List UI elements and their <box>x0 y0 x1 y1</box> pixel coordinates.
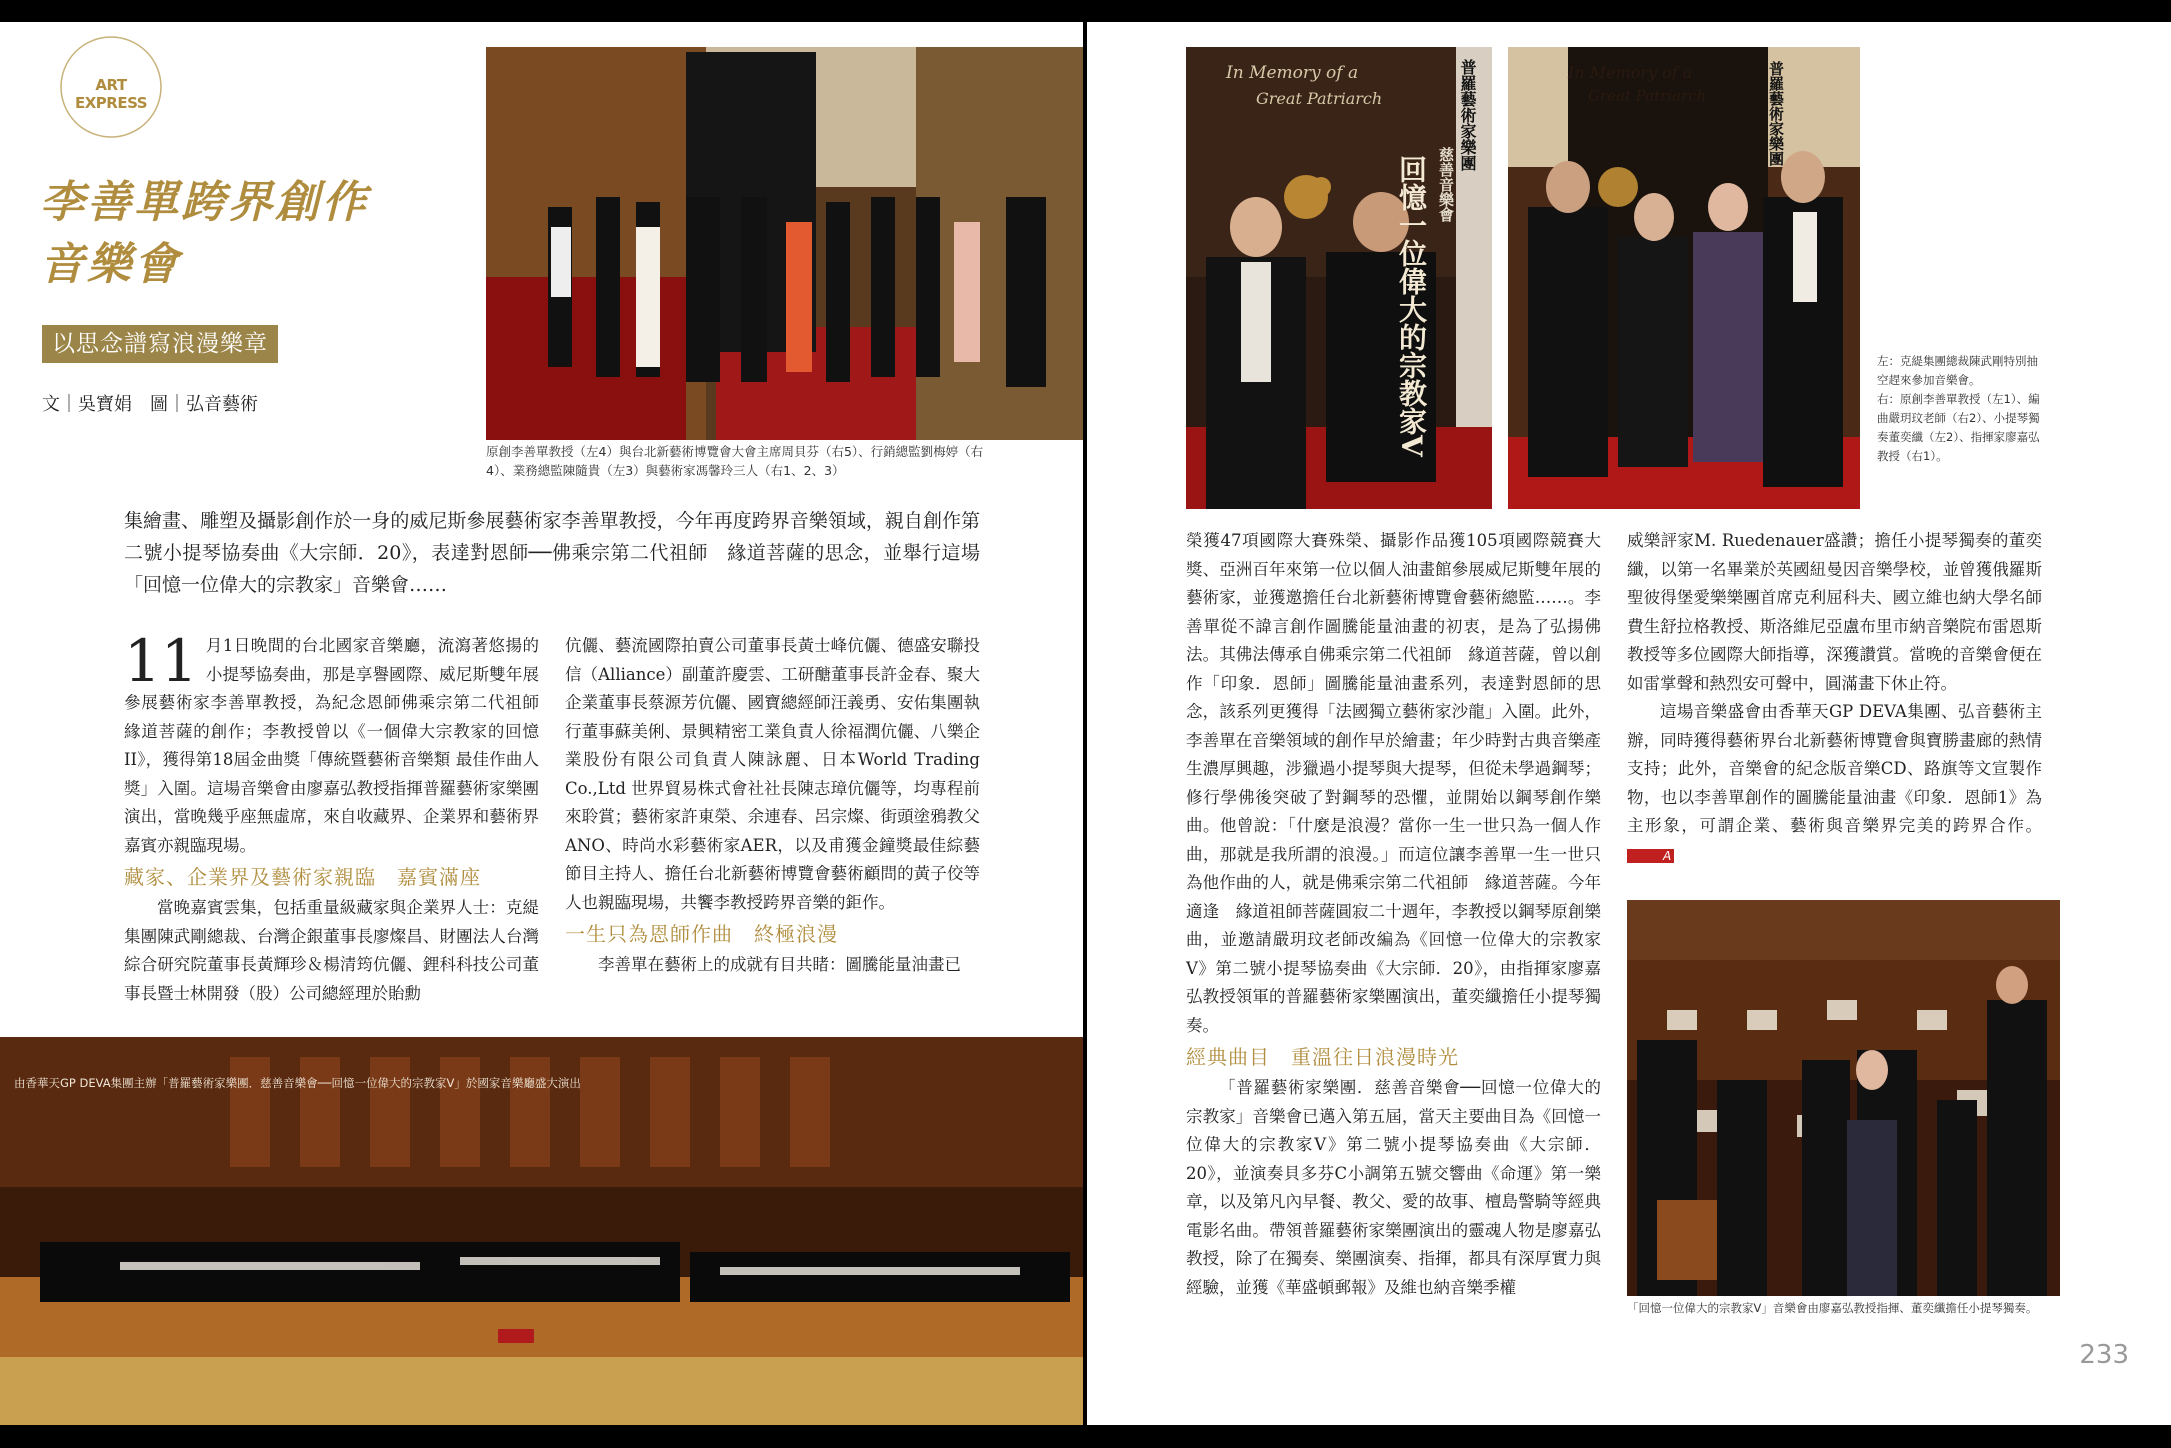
photo-composer-and-performers <box>1508 47 1860 509</box>
col2-paragraph-2: 李善單在藝術上的成就有目共睹：圖騰能量油畫已 <box>598 955 961 974</box>
caption-orchestra-photo: 「回憶一位偉大的宗教家V」音樂會由廖嘉弘教授指揮、董奕纖擔任小提琴獨奏。 <box>1627 1301 2038 1315</box>
col1-p1-text: 月1日晚間的台北國家音樂廳，流瀉著悠揚的小提琴協奏曲，那是享譽國際、威尼斯雙年展參展藝術家李善單教授，為紀念恩師佛乘宗第二代祖師 緣道菩薩的創作；李教授曾以《一個偉大宗教家的回憶II》，獲得第18屆金曲獎「傳統暨藝術音樂類 最佳作曲人獎」入圍。這場音樂會由廖嘉弘教授指揮普羅藝術家樂團演出，當晚幾乎座無虛席，來自收藏界、企業界和藝術界嘉賓亦親臨現場。 <box>124 636 556 855</box>
poster-main-text: 回憶一位偉大的宗教家 <box>1395 155 1428 435</box>
body-column-4 <box>1627 527 2042 869</box>
caption-top-photo: 原創李善單教授（左4）與台北新藝術博覽會大會主席周貝芬（右5）、行銷總監劉梅婷（右4）、業務總監陳隨貴（左3）與藝術家馮馨玲三人（右1、2、3） <box>486 444 984 478</box>
body-column-1 <box>124 627 556 1008</box>
article-title <box>40 172 460 296</box>
col2-subheading: 一生只為恩師作曲 終極浪漫 <box>565 922 838 946</box>
section-logo-text: ART EXPRESS <box>74 76 148 112</box>
col1-paragraph-2: 當晚嘉賓雲集，包括重量級藏家與企業界人士：克緹集團陳武剛總裁、台灣企銀董事長廖燦昌、財團法人台灣綜合研究院董事長黃輝珍＆楊清筠伉儷、鋰科科技公司董事長暨士林開發（股）公司總經理於貽勳 <box>124 898 539 1003</box>
col1-subheading: 藏家、企業界及藝術家親臨 嘉賓滿座 <box>124 865 481 889</box>
poster-memory-line-2: Great Patriarch <box>1256 89 1383 108</box>
col4-p2-text: 這場音樂盛會由香華天GP DEVA集團、弘音藝術主辦，同時獲得藝術界台北新藝術博覽會與寶勝畫廊的熱情支持；此外，音樂會的紀念版音樂CD、路旗等文宣製作物，也以李善單創作的圖騰能量油畫《印象．恩師1》為主形象，可謂企業、藝術與音樂界完美的跨界合作。 <box>1627 702 2042 835</box>
caption-concert-hall: 由香華天GP DEVA集團主辦「普羅藝術家樂團．慈善音樂會──回憶一位偉大的宗教家V」於國家音樂廳盛大演出 <box>14 1076 581 1090</box>
body-column-2 <box>565 632 980 980</box>
poster-roman-numeral: V <box>1395 435 1428 457</box>
col4-paragraph-2 <box>1627 698 2042 869</box>
byline: 文｜吳寶娟 圖｜弘音藝術 <box>42 394 258 415</box>
caption-right-right: 右：原創李善單教授（左1）、編曲嚴玥玟老師（右2）、小提琴獨奏董奕纖（左2）、指揮家廖嘉弘教授（右1）。 <box>1877 392 2040 463</box>
photo-concert-hall <box>0 1037 1083 1425</box>
col4-paragraph-1: 威樂評家M. Ruedenauer盛讚；擔任小提琴獨奏的董奕纖，以第一名畢業於英國紐曼因音樂學校，並曾獲俄羅斯聖彼得堡愛樂樂團首席克利屈科夫、國立維也納大學名師費生舒拉格教授、斯洛維尼亞盧布里市納音樂院布雷恩斯教授等多位國際大師指導，深獲讚賞。當晚的音樂會便在如雷掌聲和熱烈安可聲中，圓滿畫下休止符。 <box>1627 531 2042 693</box>
end-mark-icon: A <box>1627 849 1674 863</box>
caption-right-left: 左：克緹集團總裁陳武剛特別抽空趕來參加音樂會。 <box>1877 354 2038 387</box>
poster2-memory-line-2: Great Patriarch <box>1588 87 1707 105</box>
right-page <box>1087 22 2171 1425</box>
title-line-1: 李善單跨界創作 <box>40 177 369 228</box>
poster2-org-name: 普羅藝術家樂團 <box>1767 61 1785 166</box>
photo-orchestra-performance <box>1627 900 2060 1296</box>
caption-right-photos <box>1877 352 2047 466</box>
poster-org-name: 普羅藝術家樂團 <box>1458 59 1477 171</box>
poster-main-title <box>1396 155 1426 457</box>
body-column-3 <box>1186 527 1601 1302</box>
art-express-logo <box>58 34 164 140</box>
poster-charity: 慈善音樂會 <box>1437 147 1455 222</box>
title-line-2: 音樂會 <box>40 239 181 290</box>
col3-paragraph-1: 榮獲47項國際大賽殊榮、攝影作品獲105項國際競賽大獎、亞洲百年來第一位以個人油畫館參展威尼斯雙年展的藝術家，並獲邀擔任台北新藝術博覽會藝術總監……。李善單從不諱言創作圖騰能量油畫的初衷，是為了弘揚佛法。其佛法傳承自佛乘宗第二代祖師 緣道菩薩，曾以創作「印象．恩師」圖騰能量油畫系列，表達對恩師的思念，該系列更獲得「法國獨立藝術家沙龍」入圍。此外，李善單在音樂領域的創作早於繪畫；年少時對古典音樂產生濃厚興趣，涉獵過小提琴與大提琴，但從未學過鋼琴；修行學佛後突破了對鋼琴的恐懼，並開始以鋼琴創作樂曲。他曾說：「什麼是浪漫？當你一生一世只為一個人作曲，那就是我所謂的浪漫。」而這位讓李善單一生一世只為他作曲的人，就是佛乘宗第二代祖師 緣道菩薩。今年適逢 緣道祖師菩薩圓寂二十週年，李教授以鋼琴原創樂曲，並邀請嚴玥玟老師改編為《回憶一位偉大的宗教家V》第二號小提琴協奏曲《大宗師．20》，由指揮家廖嘉弘教授領軍的普羅藝術家樂團演出，董奕纖擔任小提琴獨奏。 <box>1186 531 1601 1035</box>
poster2-memory-line-1: In Memory of a <box>1568 63 1693 82</box>
lead-paragraph: 集繪畫、雕塑及攝影創作於一身的威尼斯參展藝術家李善單教授，今年再度跨界音樂領域，親自創作第二號小提琴協奏曲《大宗師．20》，表達對恩師──佛乘宗第二代祖師 緣道菩薩的思念，並舉行這場「回憶一位偉大的宗教家」音樂會…… <box>124 510 980 596</box>
article-subtitle: 以思念譜寫浪漫樂章 <box>42 325 278 363</box>
photo-chairman-with-artist <box>1186 47 1492 509</box>
col1-paragraph-1 <box>124 627 556 860</box>
col3-subheading: 經典曲目 重溫往日浪漫時光 <box>1186 1045 1459 1069</box>
col3-paragraph-2: 「普羅藝術家樂團．慈善音樂會──回憶一位偉大的宗教家」音樂會已邁入第五屆，當天主要曲目為《回憶一位偉大的宗教家V》第二號小提琴協奏曲《大宗師．20》，並演奏貝多芬C小調第五號交響曲《命運》第一樂章，以及第凡內早餐、教父、愛的故事、檀島警騎等經典電影名曲。帶領普羅藝術家樂團演出的靈魂人物是廖嘉弘教授，除了在獨奏、樂團演奏、指揮，都具有深厚實力與經驗，並獲《華盛頓郵報》及維也納音樂季權 <box>1186 1078 1601 1297</box>
page-number: 233 <box>2079 1340 2129 1370</box>
drop-cap: 11 <box>124 627 198 695</box>
photo-group-guests <box>486 47 1083 440</box>
left-page <box>0 22 1083 1425</box>
col2-paragraph-1: 伉儷、藝流國際拍賣公司董事長黃士峰伉儷、德盛安聯投信（Alliance）副董許慶雲、工研醣董事長許金春、聚大企業董事長蔡源芳伉儷、國寶總經師汪義勇、安佑集團執行董事蘇美俐、景興精密工業負責人徐福潤伉儷、八樂企業股份有限公司負責人陳詠麗、日本World Trading Co.,Ltd 世界貿易株式會社社長陳志璋伉儷等，均專程前來聆賞；藝術家許東榮、余連春、呂宗燦、街頭塗鴉教父ANO、時尚水彩藝術家AER，以及甫獲金鐘獎最佳綜藝節目主持人、擔任台北新藝術博覽會藝術顧問的黃子佼等人也親臨現場，共饗李教授跨界音樂的鉅作。 <box>565 636 980 912</box>
poster-memory-line-1: In Memory of a <box>1226 63 1359 83</box>
